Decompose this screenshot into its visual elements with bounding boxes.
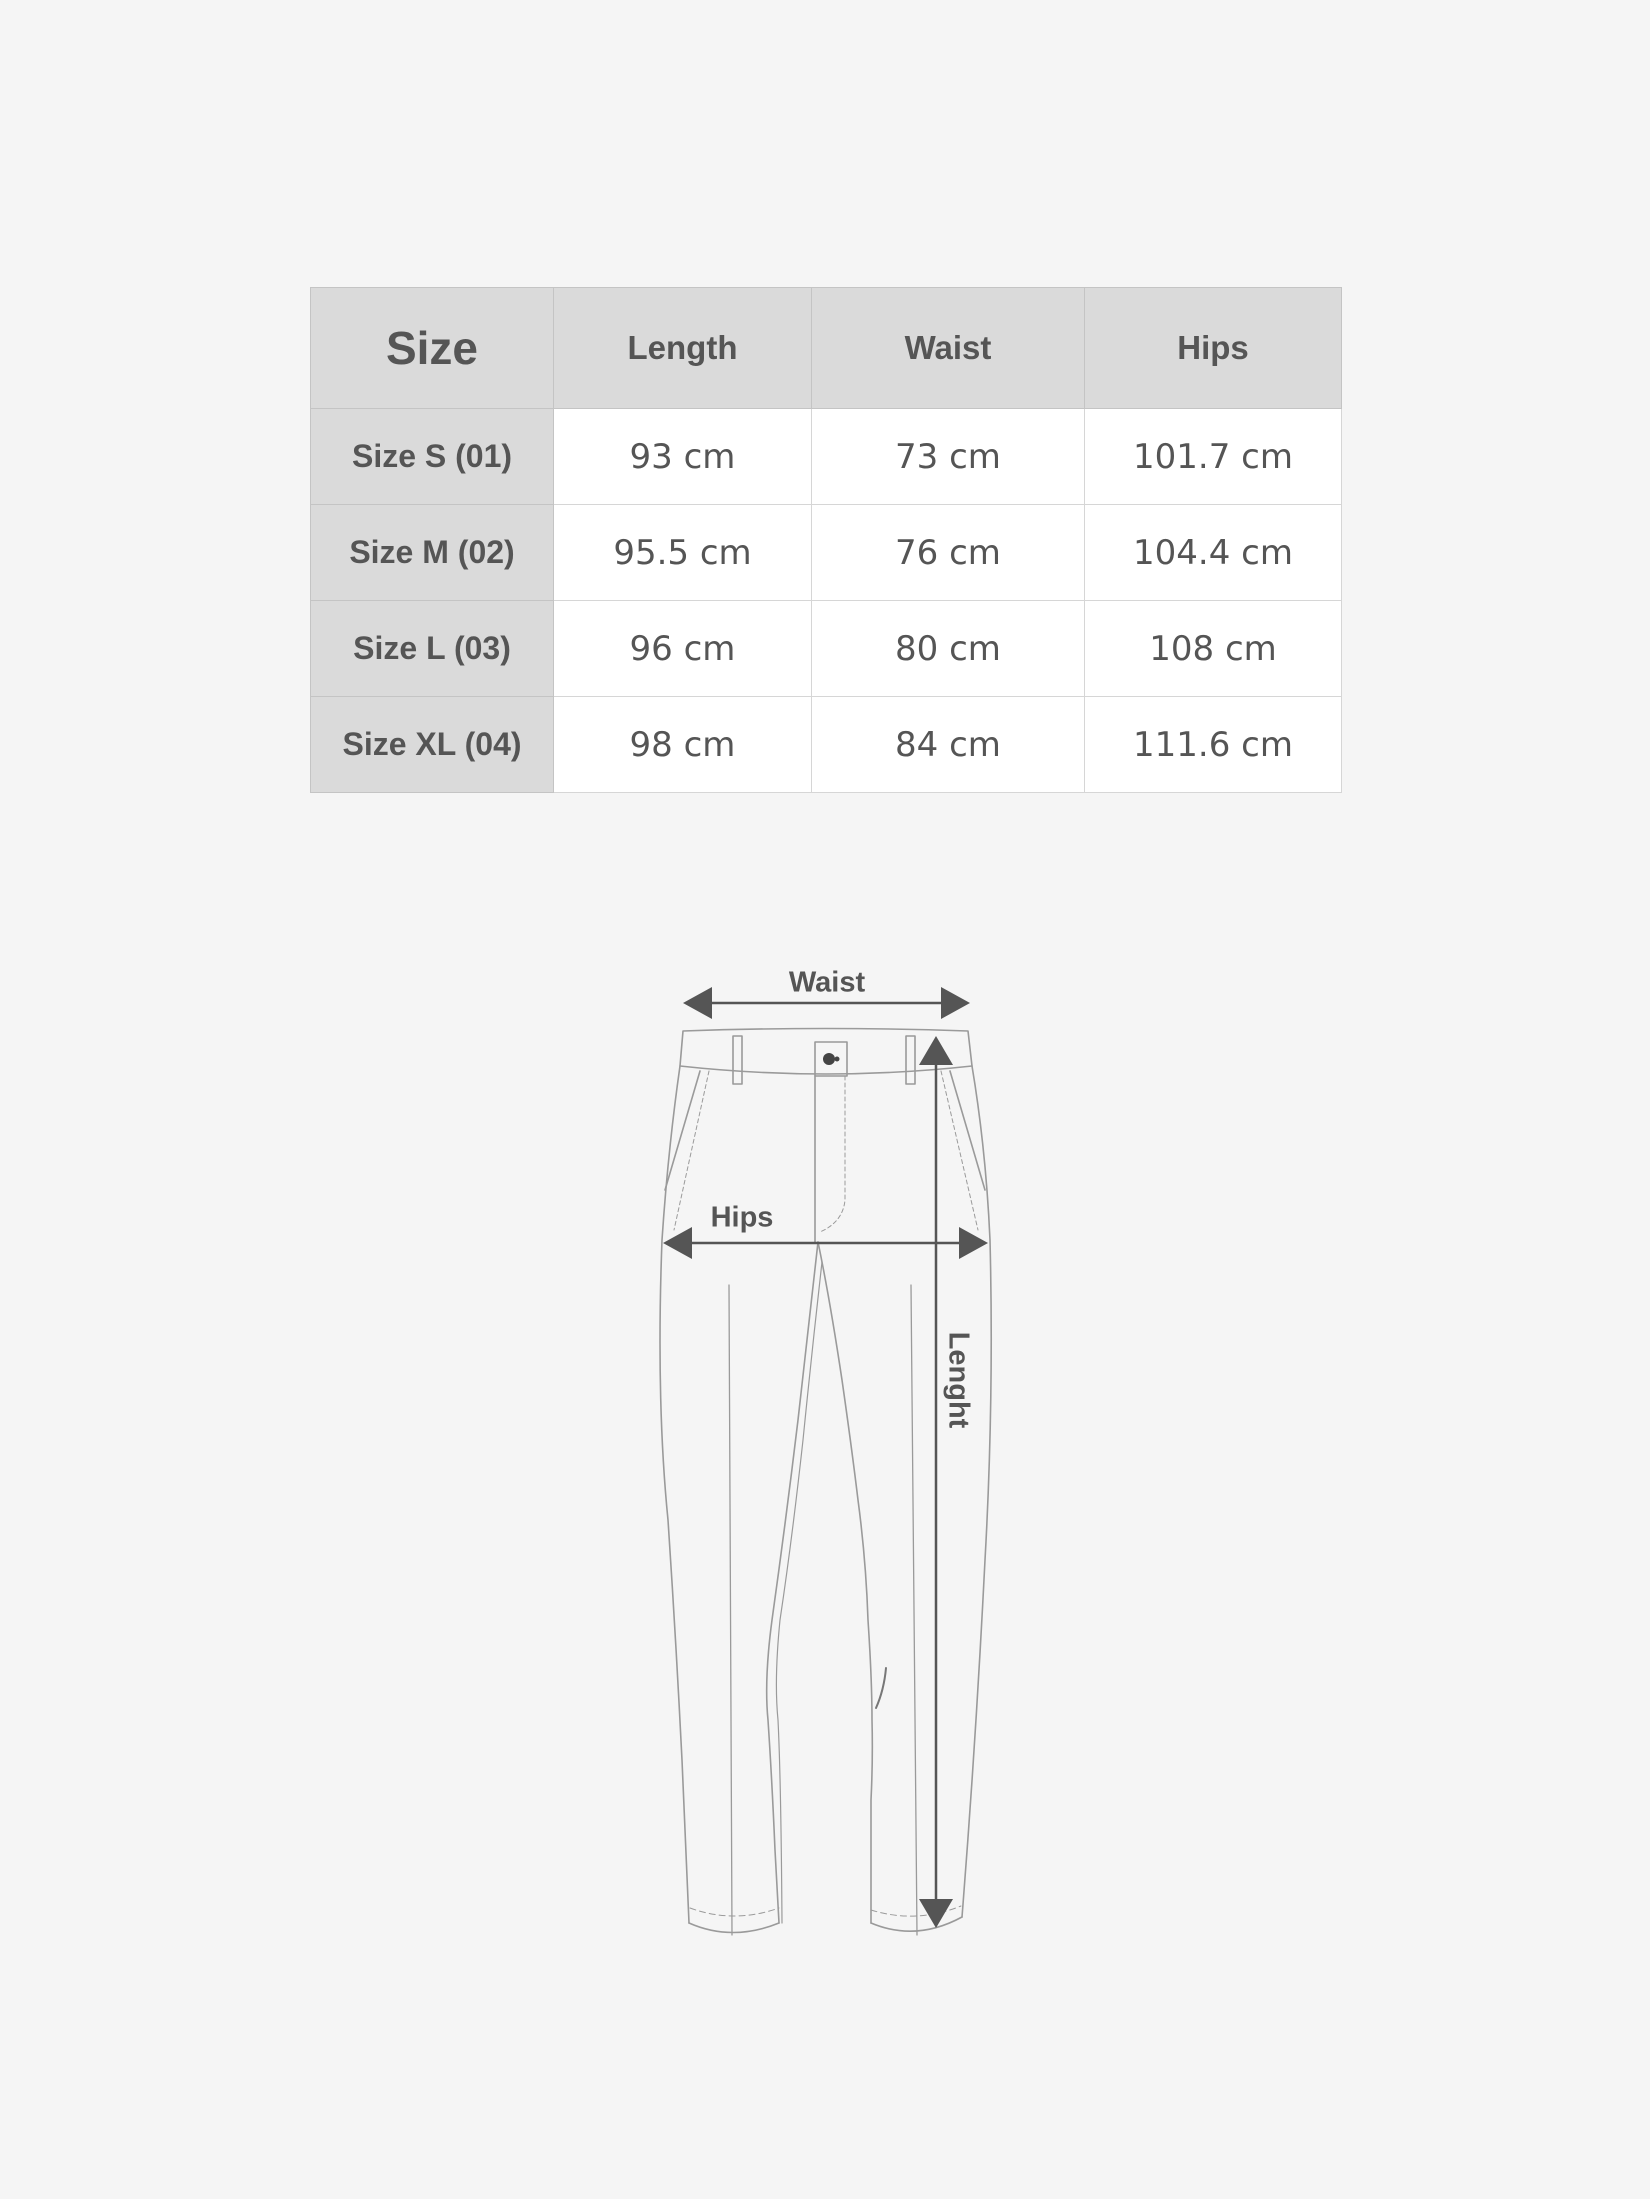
header-waist: Waist (812, 288, 1085, 409)
button-icon (823, 1053, 835, 1065)
arrow-right-icon (941, 987, 970, 1019)
cell-waist: 84 cm (812, 697, 1085, 793)
cell-hips: 101.7 cm (1085, 409, 1342, 505)
header-size: Size (311, 288, 554, 409)
cell-length: 98 cm (554, 697, 812, 793)
cell-hips: 104.4 cm (1085, 505, 1342, 601)
cell-hips: 108 cm (1085, 601, 1342, 697)
cell-hips: 111.6 cm (1085, 697, 1342, 793)
cell-waist: 73 cm (812, 409, 1085, 505)
hips-label: Hips (710, 1201, 774, 1234)
row-size-label: Size L (03) (311, 601, 554, 697)
arrow-right-icon (959, 1227, 988, 1259)
row-size-label: Size S (01) (311, 409, 554, 505)
arrow-left-icon (683, 987, 712, 1019)
header-hips: Hips (1085, 288, 1342, 409)
waist-label: Waist (788, 966, 866, 999)
length-label: Lenght (942, 1331, 975, 1429)
header-length: Length (554, 288, 812, 409)
row-size-label: Size XL (04) (311, 697, 554, 793)
arrow-left-icon (663, 1227, 692, 1259)
row-size-label: Size M (02) (311, 505, 554, 601)
arrow-up-icon (919, 1036, 953, 1065)
cell-waist: 76 cm (812, 505, 1085, 601)
cell-waist: 80 cm (812, 601, 1085, 697)
cell-length: 96 cm (554, 601, 812, 697)
cell-length: 93 cm (554, 409, 812, 505)
cell-length: 95.5 cm (554, 505, 812, 601)
